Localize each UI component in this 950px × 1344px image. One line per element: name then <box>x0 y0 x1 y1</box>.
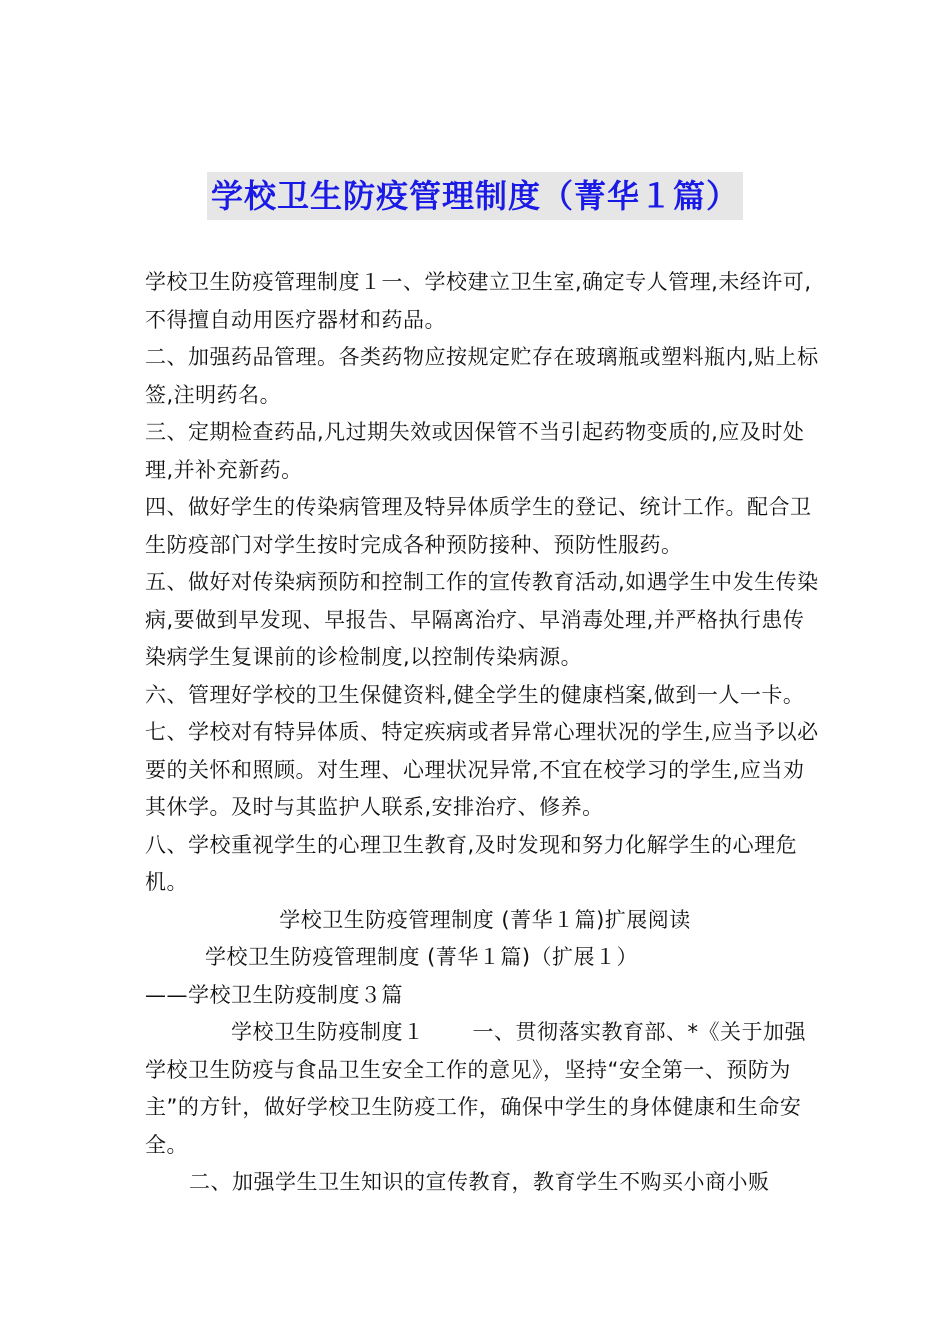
document-body <box>145 264 825 1202</box>
paragraph-7: 七、学校对有特异体质、特定疾病或者异常心理状况的学生,应当予以必要的关怀和照顾。对生理、心理状况异常,不宜在校学习的学生,应当劝其休学。及时与其监护人联系,安排治疗、修养。 <box>145 720 819 819</box>
extended-subheading: 学校卫生防疫管理制度 (菁华１篇)（扩展１） <box>205 945 639 969</box>
extended-item-1 <box>145 1014 825 1164</box>
extended-item-label: 学校卫生防疫制度１ <box>231 1020 425 1044</box>
paragraph-5: 五、做好对传染病预防和控制工作的宣传教育活动,如遇学生中发生传染病,要做到早发现、早报告、早隔离治疗、早消毒处理,并严格执行患传染病学生复课前的诊检制度,以控制传染病源。 <box>145 570 819 669</box>
paragraph-1: 学校卫生防疫管理制度１一、学校建立卫生室,确定专人管理,未经许可,不得擅自动用医疗器材和药品。 <box>145 270 812 332</box>
extended-reading-heading: 学校卫生防疫管理制度 (菁华１篇)扩展阅读 <box>279 907 691 932</box>
extended-source: ——学校卫生防疫制度３篇 <box>145 982 403 1007</box>
extended-item-2: 二、加强学生卫生知识的宣传教育，教育学生不购买小商小贩 <box>189 1170 770 1194</box>
paragraph-8: 八、学校重视学生的心理卫生教育,及时发现和努力化解学生的心理危机。 <box>145 832 798 894</box>
paragraph-6: 六、管理好学校的卫生保健资料,健全学生的健康档案,做到一人一卡。 <box>145 682 805 707</box>
paragraph-4: 四、做好学生的传染病管理及特异体质学生的登记、统计工作。配合卫生防疫部门对学生按时完成各种预防接种、预防性服药。 <box>145 495 812 557</box>
paragraph-2: 二、加强药品管理。各类药物应按规定贮存在玻璃瓶或塑料瓶内,贴上标签,注明药名。 <box>145 345 819 407</box>
extended-item-text: 一、贯彻落实教育部、*《关于加强学校卫生防疫与食品卫生安全工作的意见》，坚持“安全第一、预防为主”的方针，做好学校卫生防疫工作，确保中学生的身体健康和生命安全。 <box>145 1020 806 1157</box>
title-area <box>0 172 950 220</box>
document-title: 学校卫生防疫管理制度（菁华１篇） <box>207 172 743 220</box>
paragraph-3: 三、定期检查药品,凡过期失效或因保管不当引起药物变质的,应及时处理,并补充新药。 <box>145 420 805 482</box>
